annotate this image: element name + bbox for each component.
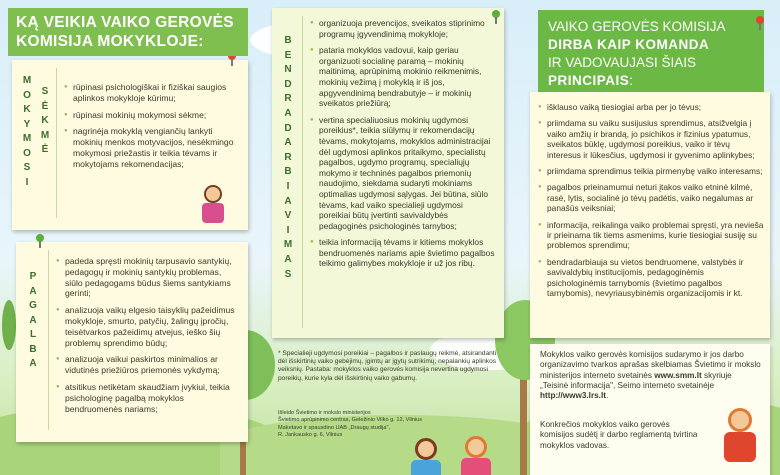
publisher-line: Išleido Švietimo ir mokslo ministerijos [278,410,371,416]
vertical-letter: A [29,358,37,369]
vertical-letter: M [22,75,32,86]
list-mokymosi-sekme [64,82,240,176]
girl-icon [198,185,228,227]
vertical-letter: O [23,89,31,101]
vertical-letter: Ė [41,144,49,155]
publisher-line: Maketavo ir spausdino UAB „Draugų studija", [278,424,391,431]
list-item: ● organizuoja prevencijos, sveikatos stiprinimo programų įgyvendinimą mokykloje; [310,18,496,39]
panel3-title: VAIKO GEROVĖS KOMISIJA DIRBA KAIP KOMANDA IR VADOVAUJASI ŠIAIS PRINCIPAIS: [538,10,764,92]
vertical-letter: A [284,253,292,265]
vertical-letter: A [284,137,292,149]
vertical-label-pagalba [26,270,40,372]
vertical-letter: A [29,285,37,297]
vertical-letter: B [29,343,37,355]
list-item: ● rūpinasi psichologiškai ir fiziškai saugios aplinkos mokykloje kūrimu; [64,82,240,104]
list-item: ● pataria mokyklos vadovui, kaip geriau organizuoti socialinę paramą – mokinių maitinimą, aprūpinimą mokinio reikmenimis, mokinių vežimą į mokyklą ir iš jos, apgyvendinimą bendrabutyje – ir mokinių sveikatos priežiūrą; [310,45,496,109]
pushpin-icon [36,234,44,242]
vertical-letter: M [22,133,32,144]
list-item: ● priimdama su vaiku susijusius sprendimus, atsižvelgia į vaiko amžių ir brandą, jo psichikos ir fizinius ypatumus, sveikatos būklę, ugdymosi poreikius, vaiko ir tėvų interesus ir lūkesčius, ugdymosi ir gyvenimo aplinkybes; [538,118,764,160]
list-item: ● nagrinėja mokyklą vengiančių lankyti mokinių menkos motyvacijos, nesėkmingo mokymosi priežastis ir teikia tėvams ir mokytojams rekomendacijas; [64,126,240,169]
divider [302,16,303,328]
publisher-line: R. Jankausko g. 6, Vilnius [278,431,343,438]
vertical-letter: S [41,86,49,97]
kids-icon [405,436,515,475]
tree [2,300,16,350]
vertical-letter: I [286,224,290,236]
list-bendradarbiavimas [310,18,496,275]
list-item: ● išklauso vaiką tiesiogiai arba per jo tėvus; [538,102,764,112]
link-smm[interactable]: www.smm.lt [654,370,702,380]
list-principai [538,102,764,305]
vertical-letter: A [284,195,292,207]
vertical-letter: V [284,210,292,222]
closing-text: Konkrečios mokyklos vaiko gerovės komisijos sudėtį ir darbo reglamentą tvirtina mokyklos vadovas. [540,420,698,450]
list-item: ● padeda spręsti mokinių tarpusavio santykių, pedagogų ir mokinių santykių problemas, siūlo pedagogams būdus šiems santykiams gerinti; [56,256,240,299]
vertical-letter: A [284,107,292,119]
vertical-letter: B [284,35,292,46]
boy-icon [716,408,764,468]
list-item: ● teikia informaciją tėvams ir kitiems mokyklos bendruomenės nariams apie švietimo pagalbos teikimo galimybes mokykloje ir už jos ribų. [310,237,496,269]
vertical-letter: R [284,93,292,105]
vertical-letter: K [41,115,49,126]
list-item: ● atsitikus netikėtam skaudžiam įvykiui, teikia psichologinę pagalbą mokyklos bendruomenės nariams; [56,382,240,414]
divider [48,250,49,430]
footnote: * Specialieji ugdymosi poreikiai – pagalbos ir paslaugų reikmė, atsirandanti dėl išskirtinių vaiko gebėjimų, įgimtų ar įgytų sutrikimų, nepalankių aplinkos veiksnių. Pastaba: mokyklos vaiko gerovės komisija nevertina ugdymosi poreikių, kurie kyla dėl išskirtinių vaiko gabumų. [278,350,497,382]
vertical-label-mokymosi [20,74,34,190]
vertical-letter: O [23,147,31,159]
vertical-label-sekme [38,85,52,158]
vertical-letter: G [29,300,37,311]
list-item: ● analizuoja vaikui paskirtos minimalios ar vidutinės priežiūros priemonės vykdymą; [56,354,240,376]
vertical-letter: K [23,104,31,115]
vertical-letter: A [29,314,37,326]
vertical-letter: B [284,166,292,178]
list-item: ● priimdama sprendimus teikia pirmenybę vaiko interesams; [538,166,764,176]
vertical-letter: Y [23,118,31,130]
info-text: Mokyklos vaiko gerovės komisijos sudarymo ir jos darbo organizavimo tvarkos aprašas skelbiamas Švietimo ir mokslo ministerijos interneto svetainės www.smm.lt skyriuje „Teisinė informacija", Seimo interneto svetainėje http://www3.lrs.lt. [540,350,761,401]
vertical-letter: M [283,239,293,251]
vertical-letter: D [284,122,292,134]
vertical-letter: E [284,49,292,61]
vertical-letter: M [40,129,50,141]
vertical-letter: S [284,268,292,280]
list-item: ● analizuoja vaikų elgesio taisyklių pažeidimus mokykloje, smurto, patyčių, žalingų įpročių, teisėtvarkos pažeidimų atvejus, ieško šių problemų sprendimo būdų; [56,305,240,348]
vertical-letter: R [284,151,292,163]
vertical-letter: P [29,271,37,282]
list-item: ● rūpinasi mokinių mokymosi sėkme; [64,110,240,121]
list-item: ● bendradarbiauja su vietos bendruomene, valstybės ir savivaldybių institucijomis, pedagoginėmis psichologinėmis tarnybomis (švietimo pagalbos tarnybomis), nevyriausybinėmis organizacijomis ir kt. [538,257,764,299]
vertical-letter: S [23,162,31,173]
list-item: ● vertina specialiuosius mokinių ugdymosi poreikius*, teikia siūlymų ir rekomendacijų tėvams, mokytojams, mokyklos administracijai dėl ugdymosi aplinkos pritaikymo, specialistų pagalbos, ugdymo programų, specialiųjų mokymo ir techninės pagalbos priemonių naudojimo, siekdama sudaryti mokiniams optimalias ugdymosi sąlygas. Jei būtina, siūlo tėvams, kad vaiko specialieji ugdymosi poreikiai būtų įvertinti savivaldybės pedagoginės psichologinės tarnybos; [310,115,496,232]
vertical-label-bendradarbiavimas [281,34,295,282]
list-pagalba [56,256,240,420]
list-item: ● pagalbos prieinamumui neturi įtakos vaiko etninė kilmė, rasė, lytis, socialinė jo tėvų padėtis, vaiko negalumas ar panašūs veiksniai; [538,182,764,213]
vertical-letter: I [25,176,29,188]
vertical-letter: D [284,78,292,90]
panel1-title: KĄ VEIKIA VAIKO GEROVĖS KOMISIJA MOKYKLOJE: [8,8,248,56]
vertical-letter: Ė [41,100,49,112]
pushpin-icon [492,10,500,18]
publisher-info [278,410,478,439]
vertical-letter: I [286,180,290,192]
vertical-letter: L [29,329,37,340]
publisher-line: Švietimo aprūpinimo centras, Geležinio Vilko g. 12, Vilnius [278,417,423,424]
link-lrs[interactable]: http://www3.lrs.lt [540,391,606,401]
pushpin-icon [756,16,764,24]
vertical-letter: N [284,64,292,76]
list-item: ● informacija, reikalinga vaiko problemai spręsti, yra neviešа ir prieinama tik tiems asmenims, kurie tiesiogiai susiję su problemos sprendimu; [538,220,764,251]
divider [56,68,57,218]
